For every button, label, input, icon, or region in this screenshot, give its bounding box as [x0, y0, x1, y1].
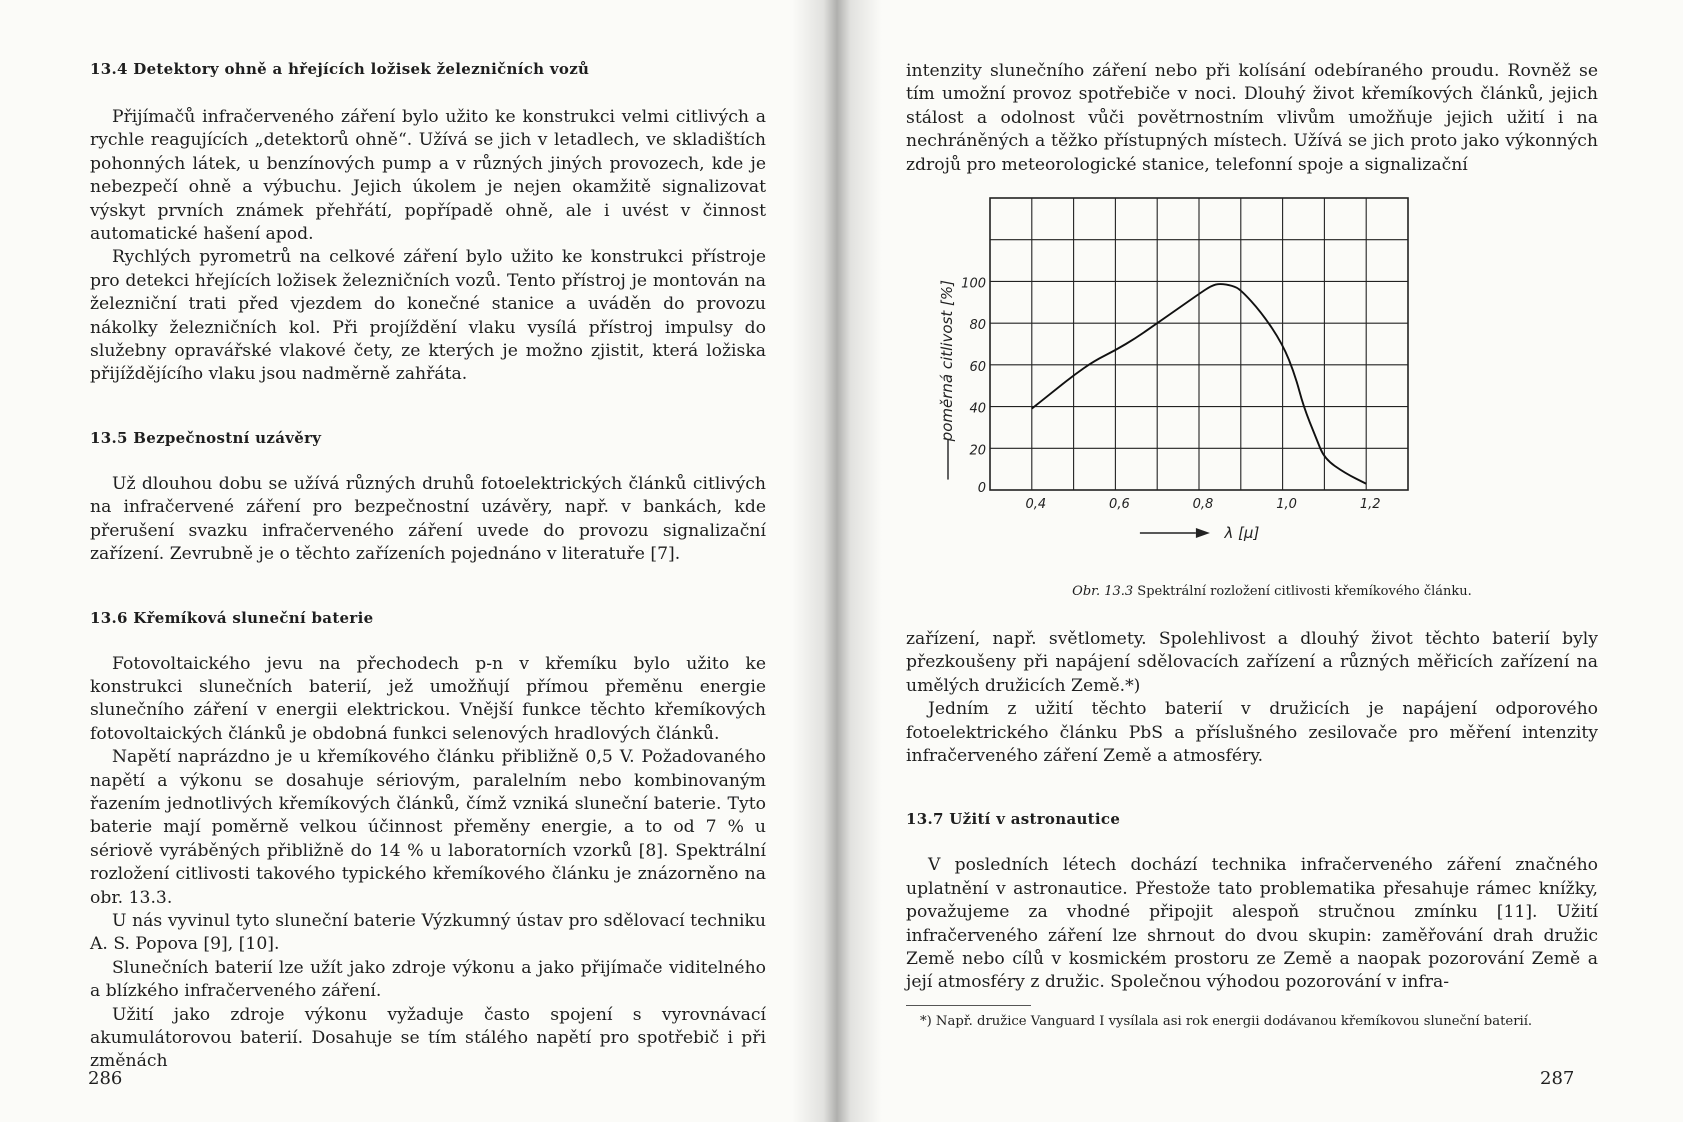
page-number-left: 286	[88, 1068, 123, 1089]
section-heading-13-5: 13.5 Bezpečnostní uzávěry	[90, 428, 322, 447]
paragraph: Fotovoltaického jevu na přechodech p-n v křemíku bylo užito ke konstrukci slunečních baterií, jež umožňují přímou přeměnu energie slunečního záření v energii elektrickou. Vnější funkce těchto křemíkových fotovoltaických článků je obdobná funkci selenových hradlových článků.	[90, 653, 766, 744]
x-tick-label: 1,0	[1276, 497, 1297, 512]
section-heading-13-4: 13.4 Detektory ohně a hřejících ložisek železničních vozů	[90, 60, 590, 78]
paragraph: U nás vyvinul tyto sluneční baterie Výzkumný ústav pro sdělovací techniku A. S. Popova [9], [10].	[90, 910, 766, 955]
caption-text: Spektrální rozložení citlivosti křemíkového článku.	[1137, 584, 1472, 599]
right-text-column-bottom	[906, 628, 1598, 1032]
page-number-right: 287	[1540, 1068, 1575, 1089]
y-tick-label: 100	[961, 276, 986, 292]
paragraph: zařízení, např. světlomety. Spolehlivost a dlouhý život těchto baterií byly přezkoušeny při napájení sdělovacích zařízení a různých měřicích zařízení na umělých družicích Země.*)	[906, 629, 1598, 696]
paragraph: V posledních létech dochází technika infračerveného záření značného uplatnění v astronautice. Přestože tato problematika přesahuje rámec knížky, považujeme za vhodné připojit alespoň stručnou zmínku [11]. Užití infračerveného záření lze shrnout do dvou skupin: zaměřování drah družic Země nebo cílů v kosmickém prostoru ze Země a naopak pozorování Země a její atmosféry z družic. Společnou výhodou pozorování v infra-	[906, 855, 1598, 993]
paragraph: Rychlých pyrometrů na celkové záření bylo užito ke konstrukci přístroje pro detekci hřejících ložisek železničních vozů. Tento přístroj je montován na železniční trati před vjezdem do konečné stanice a uváděn do provozu nákolky železničních kol. Při projíždění vlaku vysílá přístroj impulsy do služebny opravářské vlakové čety, ze kterých je možno zjistit, která ložiska přijíždějícího vlaku jsou nadměrně zahřáta.	[90, 247, 766, 385]
x-tick-label: 0,8	[1192, 497, 1214, 512]
caption-label: Obr. 13.3	[1072, 584, 1134, 599]
y-tick-label: 40	[969, 401, 986, 417]
y-tick-label: 20	[969, 443, 986, 459]
paragraph: intenzity slunečního záření nebo při kolísání odebíraného proudu. Rovněž se tím umožní provoz spotřebiče v noci. Dlouhý život křemíkových článků, jejich stálost a odolnost vůči povětrnostním vlivům umožňuje jejich užití i na nechráněných a těžko přístupných místech. Užívá se jich proto jako výkonných zdrojů pro meteorologické stanice, telefonní spoje a signalizační	[906, 61, 1598, 175]
paragraph: Jedním z užití těchto baterií v družicích je napájení odporového fotoelektrického článku PbS a příslušného zesilovače pro měření intenzity infračerveného záření Země a atmosféry.	[906, 699, 1598, 767]
x-axis-label: λ [μ]	[1224, 524, 1260, 542]
x-tick-label: 0,4	[1025, 497, 1047, 512]
paragraph: Už dlouhou dobu se užívá různých druhů fotoelektrických článků citlivých na infračervené záření pro bezpečnostní uzávěry, např. v bankách, kde přerušení svazku infračerveného záření uvede do provozu signalizační zařízení. Zevrubně je o těchto zařízeních pojednáno v literatuře [7].	[90, 473, 766, 565]
paragraph: Užití jako zdroje výkonu vyžaduje často spojení s vyrovnávací akumulátorovou baterií. Dosahuje se tím stálého napětí pro spotřebič i při změnách	[90, 1004, 766, 1072]
y-tick-label: 60	[969, 359, 986, 375]
y-axis-label: poměrná citlivost [%]	[938, 280, 956, 442]
left-text-column	[90, 60, 766, 1074]
y-tick-label: 0	[977, 481, 986, 496]
paragraph: Napětí naprázdno je u křemíkového článku přibližně 0,5 V. Požadovaného napětí a výkonu se dosahuje sériovým, paralelním nebo kombinovaným řazením jednotlivých křemíkových článků, čímž vzniká sluneční baterie. Tyto baterie mají poměrně velkou účinnost přeměny energie, a to od 7 % u sériově vyráběných přibližně do 14 % u laboratorních vzorků [8]. Spektrální rozložení citlivosti takového typického křemíkového článku je znázorněno na obr. 13.3.	[90, 747, 766, 908]
section-heading-13-7: 13.7 Užití v astronautice	[906, 810, 1121, 829]
y-tick-label: 80	[969, 318, 986, 334]
left-page	[0, 0, 820, 1122]
footnote-rule	[906, 1005, 1031, 1006]
x-tick-label: 0,6	[1109, 497, 1130, 512]
right-text-column-top	[906, 60, 1598, 177]
section-heading-13-6: 13.6 Křemíková sluneční baterie	[90, 608, 374, 627]
figure-caption	[992, 584, 1552, 599]
footnote: *) Např. družice Vanguard I vysílala asi rok energii dodávanou křemíkovou sluneční baterií.	[920, 1013, 1533, 1029]
x-tick-label: 1,2	[1359, 497, 1381, 512]
paragraph: Slunečních baterií lze užít jako zdroje výkonu a jako přijímače viditelného a blízkého infračerveného záření.	[90, 957, 766, 1002]
x-axis-arrowhead	[1196, 528, 1210, 538]
spectral-sensitivity-chart	[898, 190, 1598, 590]
paragraph: Přijímačů infračerveného záření bylo užito ke konstrukci velmi citlivých a rychle reagujících „detektorů ohně“. Užívá se jich v letadlech, ve skladištích pohonných látek, u benzínových pump a v různých jiných provozech, kde je nebezpečí ohně a výbuchu. Jejich úkolem je nejen okamžitě signalizovat výskyt prvních známek přehřátí, popřípadě ohně, ale i uvést v činnost automatické hašení apod.	[90, 107, 766, 245]
